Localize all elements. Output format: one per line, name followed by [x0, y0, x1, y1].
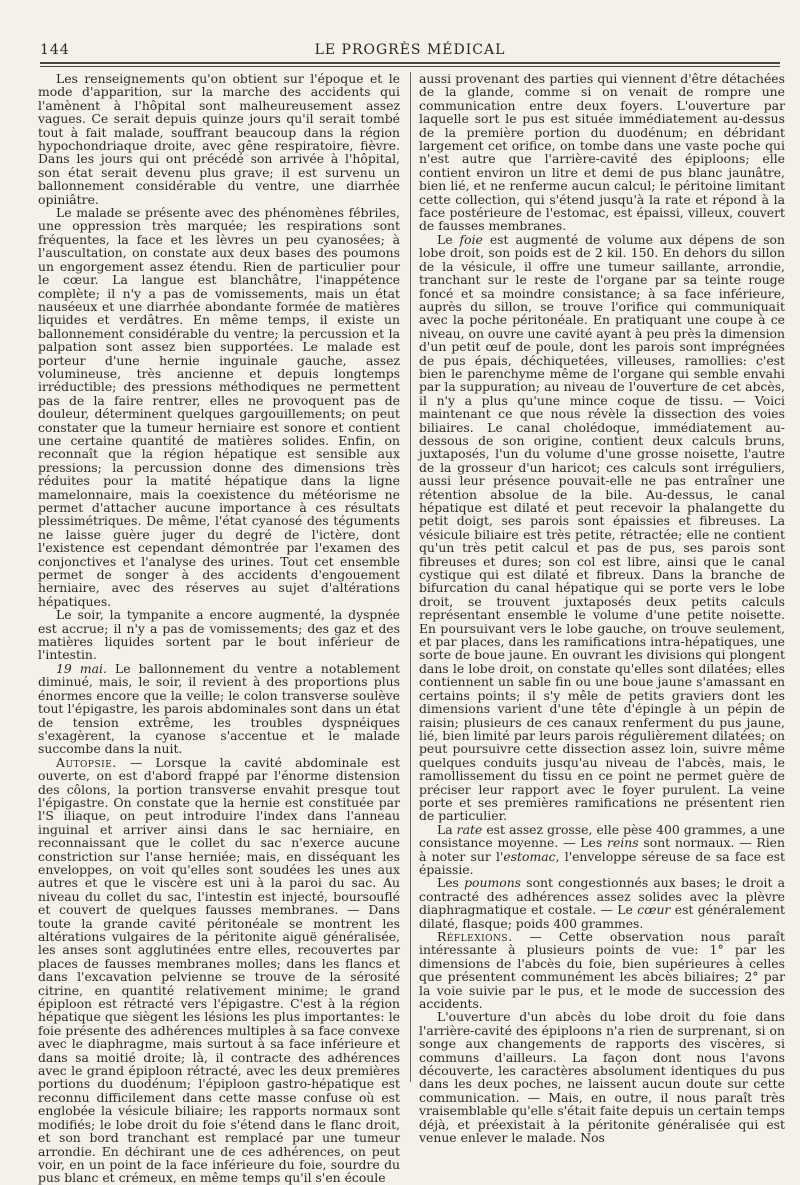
- paragraph-presentation: Le malade se présente avec des phénomènes fébriles, une oppression très marquée; les respirations sont fréquentes, la face et les lèvres un peu cyanosées; à l'auscultation, on constate aux deux bases des poumons un engorgement assez étendu. Rien de particulier pour le cœur. La langue est blanchâtre, l'inappétence complète; il n'y a pas de vomissements, mais un état nauséeux et une diarrhée abondante formée de matières liquides et verdâtres. En même temps, il existe un ballonnement considérable du ventre; la percussion et la palpation sont assez bien supportées. Le malade est porteur d'une hernie inguinale gauche, assez volumineuse, très ancienne et depuis longtemps irréductible; des pressions méthodiques ne permettent pas de la faire rentrer, elles ne provoquent pas de douleur, déterminent quelques gargouillements; on peut constater que la tumeur herniaire est sonore et contient une certaine quantité de matières solides. Enfin, on reconnaît que la région hépatique est sensible aux pressions; la percussion donne des dimensions très réduites pour la matité hépatique dans la ligne mamelonnaire, mais la coexistence du météorisme ne permet d'attacher aucune importance à ces résultats plessimétriques. De même, l'état cyanosé des téguments ne laisse guère juger du degré de l'ictère, dont l'existence est cependant démontrée par l'examen des conjonctives et l'analyse des urines. Tout cet ensemble permet de songer à des accidents d'engouement herniaire, avec des réserves au sujet d'altérations hépatiques.: [38, 205, 400, 609]
- paragraph-liver: Le foie est augmenté de volume aux dépens de son lobe droit, son poids est de 2 kil. 150. En dehors du sillon de la vésicule, il offre une tumeur saillante, arrondie, tranchant sur le reste de l'organe par sa teinte rouge foncé et sa moindre consistance; à sa face inférieure, auprès du sillon, se trouve l'orifice qui communiquait avec la poche péritonéale. En pratiquant une coupe à ce niveau, on ouvre une cavité ayant à peu près la dimension d'un petit œuf de poule, dont les parois sont imprégnées de pus épais, déchiquetées, villeuses, ramollies: c'est bien le parenchyme même de l'organe qui semble envahi par la suppuration; au niveau de l'ouverture de cet abcès, il n'y a plus qu'une mince coque de tissu. — Voici maintenant ce que nous révèle la dissection des voies biliaires. Le canal cholédoque, immédiatement au-dessous de son origine, contient deux calculs bruns, juxtaposés, l'un du volume d'une grosse noisette, l'autre de la grosseur d'un haricot; ces calculs sont irréguliers, aussi leur présence pouvait-elle ne pas entraîner une rétention absolue de la bile. Au-dessus, le canal hépatique est dilaté et peut recevoir la phalangette du petit doigt, ses parois sont épaissies et fibreuses. La vésicule biliaire est très petite, rétractée; elle ne contient qu'un très petit calcul et pas de pus, ses parois sont fibreuses et dures; son col est libre, ainsi que le canal cystique qui est dilaté et fibreux. Dans la branche de bifurcation du canal hépatique qui se porte vers le lobe droit, se trouvent juxtaposés deux petits calculs représentant ensemble le volume d'une petite noisette. En poursuivant vers le lobe gauche, on trouve seulement, et par places, dans les ramifications intra-hépatiques, une sorte de boue jaune. En ouvrant les divisions qui plongent dans le lobe droit, on constate qu'elles sont dilatées; elles contiennent un sable fin ou une boue jaune s'amassant en certains points; il s'y mêle de petits graviers dont les dimensions varient d'une tête d'épingle à un pépin de raisin; plusieurs de ces canaux renferment du pus jaune, lié, bien limité par leurs parois régulièrement dilatées; on peut poursuivre cette dissection assez loin, suivre même quelques conduits jusqu'au niveau de l'abcès, mais, le ramollissement du tissu en ce point ne permet guère de préciser leur rapport avec le foyer purulent. La veine porte et ses premières ramifications ne présentent rien de particulier.: [419, 231, 785, 824]
- paragraph-lungs: Les poumons sont congestionnés aux bases; le droit a contracté des adhérences assez solides avec la plèvre diaphragmatique et costale. — Le cœur est généralement dilaté, flasque; poids 400 grammes.: [419, 875, 785, 931]
- page-header: [40, 42, 780, 62]
- column-separator: [410, 72, 411, 1082]
- left-column: [38, 71, 400, 1185]
- header-rule: [40, 62, 780, 67]
- paragraph-reflections: Réflexions. — Cette observation nous paraît intéressante à plusieurs points de vue: 1° par les dimensions de l'abcès du foie, bien supérieures à celles que présentent communément les abcès biliaires; 2° par la voie suivie par le pus, et le mode de succession des accidents.: [419, 929, 785, 1012]
- paragraph-continuation: aussi provenant des parties qui viennent d'être détachées de la glande, comme si on venait de rompre une communication entre deux foyers. L'ouverture par laquelle sort le pus est située immédiatement au-dessus de la première portion du duodénum; en débridant largement cet orifice, on tombe dans une vaste poche qui n'est autre que l'arrière-cavité des épiploons; elle contient environ un litre et demi de pus blanc jaunâtre, bien lié, et ne renferme aucun calcul; le péritoine limitant cette collection, qui s'étend jusqu'à la rate et répond à la face postérieure de l'estomac, est épaissi, villeux, couvert de fausses membranes.: [419, 71, 785, 234]
- right-column: [419, 71, 786, 1146]
- autopsy-heading: Autopsie.: [56, 754, 117, 770]
- page-number: 144: [40, 42, 70, 58]
- date-label: 19 mai.: [56, 660, 107, 676]
- paragraph-may-19: 19 mai. Le ballonnement du ventre a notablement diminué, mais, le soir, il revient à des proportions plus énormes encore que la veille; le colon transverse soulève tout l'épigastre, les parois abdominales sont dans un état de tension extrême, les troubles dyspnéiques s'exagèrent, la cyanose s'accentue et le malade succombe dans la nuit.: [38, 660, 400, 757]
- paragraph-autopsy: Autopsie. — Lorsque la cavité abdominale est ouverte, on est d'abord frappé par l'énorme distension des côlons, la portion transverse envahit presque tout l'épigastre. On constate que la hernie est constituée par l'S iliaque, on peut introduire l'index dans l'anneau inguinal et arriver ainsi dans le sac herniaire, en reconnaissant que le collet du sac n'exerce aucune constriction sur l'anse herniée; mais, en disséquant les enveloppes, on voit qu'elles sont soudées les unes aux autres et que le viscère est uni à la paroi du sac. Au niveau du collet du sac, l'intestin est injecté, boursouflé et couvert de quelques fausses membranes. — Dans toute la grande cavité péritonéale se montrent les altérations vulgaires de la péritonite aiguë généralisée, les anses sont agglutinées entre elles, recouvertes par places de fausses membranes molles; dans les flancs et dans l'excavation pelvienne se trouve de la sérosité citrine, en quantité relativement minime; le grand épiploon est rétracté vers l'épigastre. C'est à la région hépatique que siègent les lésions les plus importantes: le foie présente des adhérences multiples à sa face convexe avec le diaphragme, mais surtout à sa face inférieure et dans sa moitié droite; là, il contracte des adhérences avec le grand épiploon rétracté, avec les deux premières portions du duodénum; l'épiploon gastro-hépatique est reconnu difficilement dans cette masse confuse où est englobée la vésicule biliaire; les rapports normaux sont modifiés; le lobe droit du foie s'étend dans le flanc droit, et son bord tranchant est remplacé par une tumeur arrondie. En déchirant une de ces adhérences, on peut voir, en un point de la face inférieure du foie, sourdre du pus blanc et crémeux, en même temps qu'il s'en écoule: [38, 754, 400, 1185]
- paragraph-history: Les renseignements qu'on obtient sur l'époque et le mode d'apparition, sur la marche des accidents qui l'amènent à l'hôpital sont malheureusement assez vagues. Ce serait depuis quinze jours qu'il serait tombé tout à fait malade, souffrant beaucoup dans la région hypochondriaque droite, avec gêne respiratoire, fièvre. Dans les jours qui ont précédé son arrivée à l'hôpital, son état serait devenu plus grave; il est survenu un ballonnement considérable du ventre, une diarrhée opiniâtre.: [38, 71, 400, 207]
- paragraph-evening: Le soir, la tympanite a encore augmenté, la dyspnée est accrue; il n'y a pas de vomissements; des gaz et des matières liquides sortent par le bout inférieur de l'intestin.: [38, 607, 400, 663]
- paragraph-discussion: L'ouverture d'un abcès du lobe droit du foie dans l'arrière-cavité des épiploons n'a rien de surprenant, si on songe aux changements de rapports des viscères, si communs d'ailleurs. La façon dont nous l'avons découverte, les caractères absolument identiques du pus dans les deux poches, ne laissent aucun doute sur cette communication. — Mais, en outre, il nous paraît très vraisemblable qu'elle s'était faite depuis un certain temps déjà, et préexistait à la péritonite généralisée qui est venue enlever le malade. Nos: [419, 1009, 785, 1146]
- journal-title: LE PROGRÈS MÉDICAL: [314, 42, 506, 58]
- paragraph-spleen: La rate est assez grosse, elle pèse 400 grammes, a une consistance moyenne. — Les reins sont normaux. — Rien à noter sur l'estomac, l'enveloppe séreuse de sa face est épaissie.: [419, 821, 786, 877]
- reflections-heading: Réflexions.: [437, 929, 513, 944]
